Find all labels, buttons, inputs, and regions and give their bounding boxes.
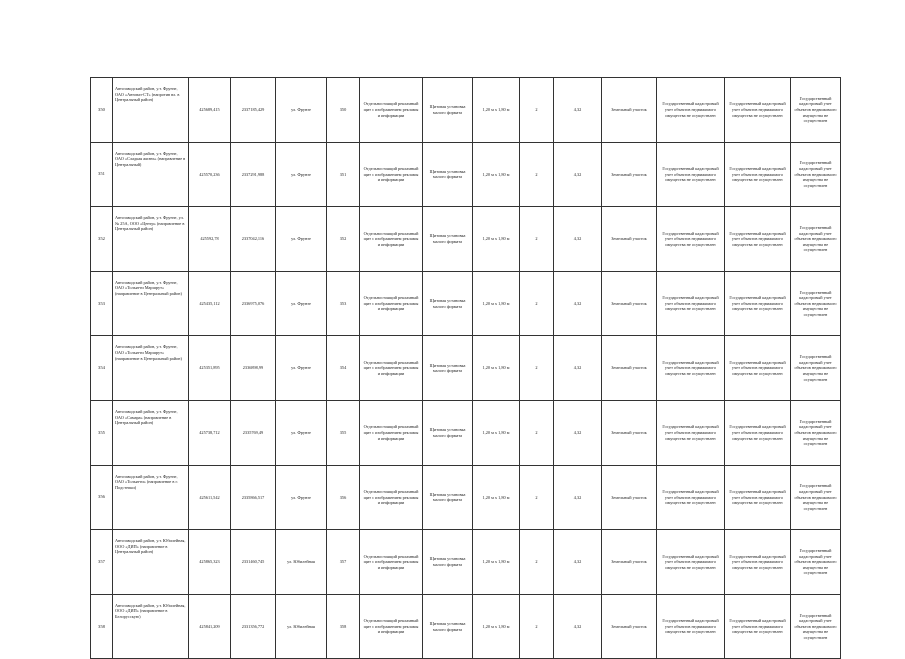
- land-status-cell: Государственный кадастровый учет объектов недвижимого имущества не осуществлен: [725, 78, 791, 143]
- land-type-cell: Земельный участок: [602, 530, 657, 595]
- street-cell: ул. Юбилейная: [276, 530, 327, 595]
- structure-type-cell: Отдельностоящий рекламный щит с изображением рекламы и информации: [360, 530, 423, 595]
- size-cell: 1,20 м х 1,80 м: [473, 78, 520, 143]
- land-type-cell: Земельный участок: [602, 336, 657, 401]
- sides-cell: 2: [520, 142, 554, 207]
- building-status-cell: Государственный кадастровый учет объектов недвижимого имущества не осуществлен: [791, 594, 841, 659]
- coordinate-x-cell: 425865,323: [189, 530, 231, 595]
- sides-cell: 2: [520, 207, 554, 272]
- land-status-cell: Государственный кадастровый учет объектов недвижимого имущества не осуществлен: [725, 530, 791, 595]
- row-number: 357: [91, 530, 113, 595]
- size-cell: 1,20 м х 1,80 м: [473, 530, 520, 595]
- registry-table: [90, 77, 841, 659]
- land-type-cell: Земельный участок: [602, 271, 657, 336]
- table-row: [91, 207, 841, 272]
- ownership-status-cell: Государственный кадастровый учет объектов недвижимого имущества не осуществлен: [657, 336, 725, 401]
- structure-type-cell: Отдельностоящий рекламный щит с изображением рекламы и информации: [360, 400, 423, 465]
- sides-cell: 2: [520, 400, 554, 465]
- street-cell: ул. Фрунзе: [276, 207, 327, 272]
- object-number-cell: 351: [327, 142, 360, 207]
- table-row: [91, 465, 841, 530]
- row-number: 354: [91, 336, 113, 401]
- street-cell: ул. Фрунзе: [276, 336, 327, 401]
- coordinate-x-cell: 425689,415: [189, 78, 231, 143]
- land-status-cell: Государственный кадастровый учет объектов недвижимого имущества не осуществлен: [725, 207, 791, 272]
- building-status-cell: Государственный кадастровый учет объектов недвижимого имущества не осуществлен: [791, 465, 841, 530]
- size-cell: 1,20 м х 1,80 м: [473, 594, 520, 659]
- structure-kind-cell: Щитовая установка малого формата: [423, 400, 473, 465]
- building-status-cell: Государственный кадастровый учет объектов недвижимого имущества не осуществлен: [791, 271, 841, 336]
- sides-cell: 2: [520, 465, 554, 530]
- land-type-cell: Земельный участок: [602, 142, 657, 207]
- object-number-cell: 352: [327, 207, 360, 272]
- row-number: 353: [91, 271, 113, 336]
- area-cell: 4,32: [554, 530, 602, 595]
- table-row: [91, 594, 841, 659]
- building-status-cell: Государственный кадастровый учет объектов недвижимого имущества не осуществлен: [791, 207, 841, 272]
- object-number-cell: 353: [327, 271, 360, 336]
- table-row: [91, 336, 841, 401]
- coordinate-y-cell: 2335866,517: [231, 465, 276, 530]
- row-number: 352: [91, 207, 113, 272]
- size-cell: 1,20 м х 1,80 м: [473, 271, 520, 336]
- coordinate-y-cell: 2337042,116: [231, 207, 276, 272]
- street-cell: ул. Фрунзе: [276, 465, 327, 530]
- coordinate-x-cell: 425841,209: [189, 594, 231, 659]
- coordinate-x-cell: 425738,712: [189, 400, 231, 465]
- object-number-cell: 356: [327, 465, 360, 530]
- street-cell: ул. Фрунзе: [276, 271, 327, 336]
- structure-type-cell: Отдельностоящий рекламный щит с изображением рекламы и информации: [360, 594, 423, 659]
- coordinate-x-cell: 425435,112: [189, 271, 231, 336]
- street-cell: ул. Фрунзе: [276, 78, 327, 143]
- address-cell: Автозаводский район, у.т. Фрунзе, ОАО «Тольятти Маршрут» (направление в Центральный район): [113, 271, 189, 336]
- coordinate-x-cell: 425592,78: [189, 207, 231, 272]
- row-number: 350: [91, 78, 113, 143]
- street-cell: ул. Фрунзе: [276, 400, 327, 465]
- building-status-cell: Государственный кадастровый учет объектов недвижимого имущества не осуществлен: [791, 400, 841, 465]
- address-cell: Автозаводский район, у.т. Фрунзе, ОАО «Тольятти Маршрут» (направление в Центральный район): [113, 336, 189, 401]
- object-number-cell: 355: [327, 400, 360, 465]
- coordinate-y-cell: 2331460,745: [231, 530, 276, 595]
- structure-type-cell: Отдельностоящий рекламный щит с изображением рекламы и информации: [360, 465, 423, 530]
- structure-type-cell: Отдельностоящий рекламный щит с изображением рекламы и информации: [360, 142, 423, 207]
- ownership-status-cell: Государственный кадастровый учет объектов недвижимого имущества не осуществлен: [657, 271, 725, 336]
- address-cell: Автозаводский район, у.т. Фрунзе, ОАО «Тольятти» (направление в г. Подстепки): [113, 465, 189, 530]
- registry-rows: [91, 78, 841, 659]
- building-status-cell: Государственный кадастровый учет объектов недвижимого имущества не осуществлен: [791, 78, 841, 143]
- row-number: 358: [91, 594, 113, 659]
- area-cell: 4,32: [554, 336, 602, 401]
- land-status-cell: Государственный кадастровый учет объектов недвижимого имущества не осуществлен: [725, 465, 791, 530]
- table-row: [91, 271, 841, 336]
- area-cell: 4,32: [554, 594, 602, 659]
- coordinate-y-cell: 2331356,772: [231, 594, 276, 659]
- street-cell: ул. Фрунзе: [276, 142, 327, 207]
- building-status-cell: Государственный кадастровый учет объектов недвижимого имущества не осуществлен: [791, 530, 841, 595]
- coordinate-y-cell: 2337185,429: [231, 78, 276, 143]
- ownership-status-cell: Государственный кадастровый учет объектов недвижимого имущества не осуществлен: [657, 142, 725, 207]
- sides-cell: 2: [520, 594, 554, 659]
- object-number-cell: 357: [327, 530, 360, 595]
- table-row: [91, 142, 841, 207]
- structure-type-cell: Отдельностоящий рекламный щит с изображением рекламы и информации: [360, 271, 423, 336]
- size-cell: 1,20 м х 1,80 м: [473, 465, 520, 530]
- land-status-cell: Государственный кадастровый учет объектов недвижимого имущества не осуществлен: [725, 142, 791, 207]
- size-cell: 1,20 м х 1,80 м: [473, 142, 520, 207]
- area-cell: 4,32: [554, 142, 602, 207]
- size-cell: 1,20 м х 1,80 м: [473, 400, 520, 465]
- land-type-cell: Земельный участок: [602, 78, 657, 143]
- land-status-cell: Государственный кадастровый учет объектов недвижимого имущества не осуществлен: [725, 400, 791, 465]
- address-cell: Автозаводский район, у.т. Фрунзе, ОАО «Сладкая жизнь» (направление в Центральный): [113, 142, 189, 207]
- structure-kind-cell: Щитовая установка малого формата: [423, 142, 473, 207]
- ownership-status-cell: Государственный кадастровый учет объектов недвижимого имущества не осуществлен: [657, 465, 725, 530]
- ownership-status-cell: Государственный кадастровый учет объектов недвижимого имущества не осуществлен: [657, 400, 725, 465]
- ownership-status-cell: Государственный кадастровый учет объектов недвижимого имущества не осуществлен: [657, 530, 725, 595]
- sides-cell: 2: [520, 78, 554, 143]
- building-status-cell: Государственный кадастровый учет объектов недвижимого имущества не осуществлен: [791, 336, 841, 401]
- structure-kind-cell: Щитовая установка малого формата: [423, 207, 473, 272]
- address-cell: Автозаводский район, у.т. Юбилейная, ООО «ДИП» (направление в Белорусскую): [113, 594, 189, 659]
- structure-kind-cell: Щитовая установка малого формата: [423, 465, 473, 530]
- building-status-cell: Государственный кадастровый учет объектов недвижимого имущества не осуществлен: [791, 142, 841, 207]
- table-row: [91, 78, 841, 143]
- coordinate-x-cell: 425351,895: [189, 336, 231, 401]
- coordinate-y-cell: 2337291,988: [231, 142, 276, 207]
- sides-cell: 2: [520, 271, 554, 336]
- table-row: [91, 400, 841, 465]
- area-cell: 4,32: [554, 207, 602, 272]
- structure-kind-cell: Щитовая установка малого формата: [423, 271, 473, 336]
- object-number-cell: 350: [327, 78, 360, 143]
- coordinate-x-cell: 425611,542: [189, 465, 231, 530]
- structure-kind-cell: Щитовая установка малого формата: [423, 336, 473, 401]
- sides-cell: 2: [520, 530, 554, 595]
- land-type-cell: Земельный участок: [602, 465, 657, 530]
- coordinate-x-cell: 425570,236: [189, 142, 231, 207]
- address-cell: Автозаводский район, у.т. Фрунзе, ул. № 25А, ООО «Центр» (направление в Центральный район): [113, 207, 189, 272]
- ownership-status-cell: Государственный кадастровый учет объектов недвижимого имущества не осуществлен: [657, 594, 725, 659]
- coordinate-y-cell: 2336898,99: [231, 336, 276, 401]
- ownership-status-cell: Государственный кадастровый учет объектов недвижимого имущества не осуществлен: [657, 78, 725, 143]
- area-cell: 4,32: [554, 465, 602, 530]
- structure-kind-cell: Щитовая установка малого формата: [423, 594, 473, 659]
- address-cell: Автозаводский район, у.т. Фрунзе, ОАО «Самара» (направление в Центральный район): [113, 400, 189, 465]
- area-cell: 4,32: [554, 78, 602, 143]
- size-cell: 1,20 м х 1,80 м: [473, 207, 520, 272]
- land-type-cell: Земельный участок: [602, 594, 657, 659]
- row-number: 351: [91, 142, 113, 207]
- structure-type-cell: Отдельностоящий рекламный щит с изображением рекламы и информации: [360, 78, 423, 143]
- structure-type-cell: Отдельностоящий рекламный щит с изображением рекламы и информации: [360, 207, 423, 272]
- object-number-cell: 358: [327, 594, 360, 659]
- area-cell: 4,32: [554, 400, 602, 465]
- area-cell: 4,32: [554, 271, 602, 336]
- land-status-cell: Государственный кадастровый учет объектов недвижимого имущества не осуществлен: [725, 594, 791, 659]
- address-cell: Автозаводский район, у.т. Фрунзе, ОАО «Автоваз-СТ» (напротив вл. в Центральный район): [113, 78, 189, 143]
- structure-kind-cell: Щитовая установка малого формата: [423, 530, 473, 595]
- size-cell: 1,20 м х 1,80 м: [473, 336, 520, 401]
- street-cell: ул. Юбилейная: [276, 594, 327, 659]
- coordinate-y-cell: 2336975,076: [231, 271, 276, 336]
- structure-kind-cell: Щитовая установка малого формата: [423, 78, 473, 143]
- sides-cell: 2: [520, 336, 554, 401]
- ownership-status-cell: Государственный кадастровый учет объектов недвижимого имущества не осуществлен: [657, 207, 725, 272]
- object-number-cell: 354: [327, 336, 360, 401]
- land-type-cell: Земельный участок: [602, 207, 657, 272]
- address-cell: Автозаводский район, у.т. Юбилейная, ООО «ДИП» (направление в Центральный район): [113, 530, 189, 595]
- row-number: 356: [91, 465, 113, 530]
- land-status-cell: Государственный кадастровый учет объектов недвижимого имущества не осуществлен: [725, 336, 791, 401]
- table-row: [91, 530, 841, 595]
- land-type-cell: Земельный участок: [602, 400, 657, 465]
- coordinate-y-cell: 2335769,49: [231, 400, 276, 465]
- structure-type-cell: Отдельностоящий рекламный щит с изображением рекламы и информации: [360, 336, 423, 401]
- land-status-cell: Государственный кадастровый учет объектов недвижимого имущества не осуществлен: [725, 271, 791, 336]
- row-number: 355: [91, 400, 113, 465]
